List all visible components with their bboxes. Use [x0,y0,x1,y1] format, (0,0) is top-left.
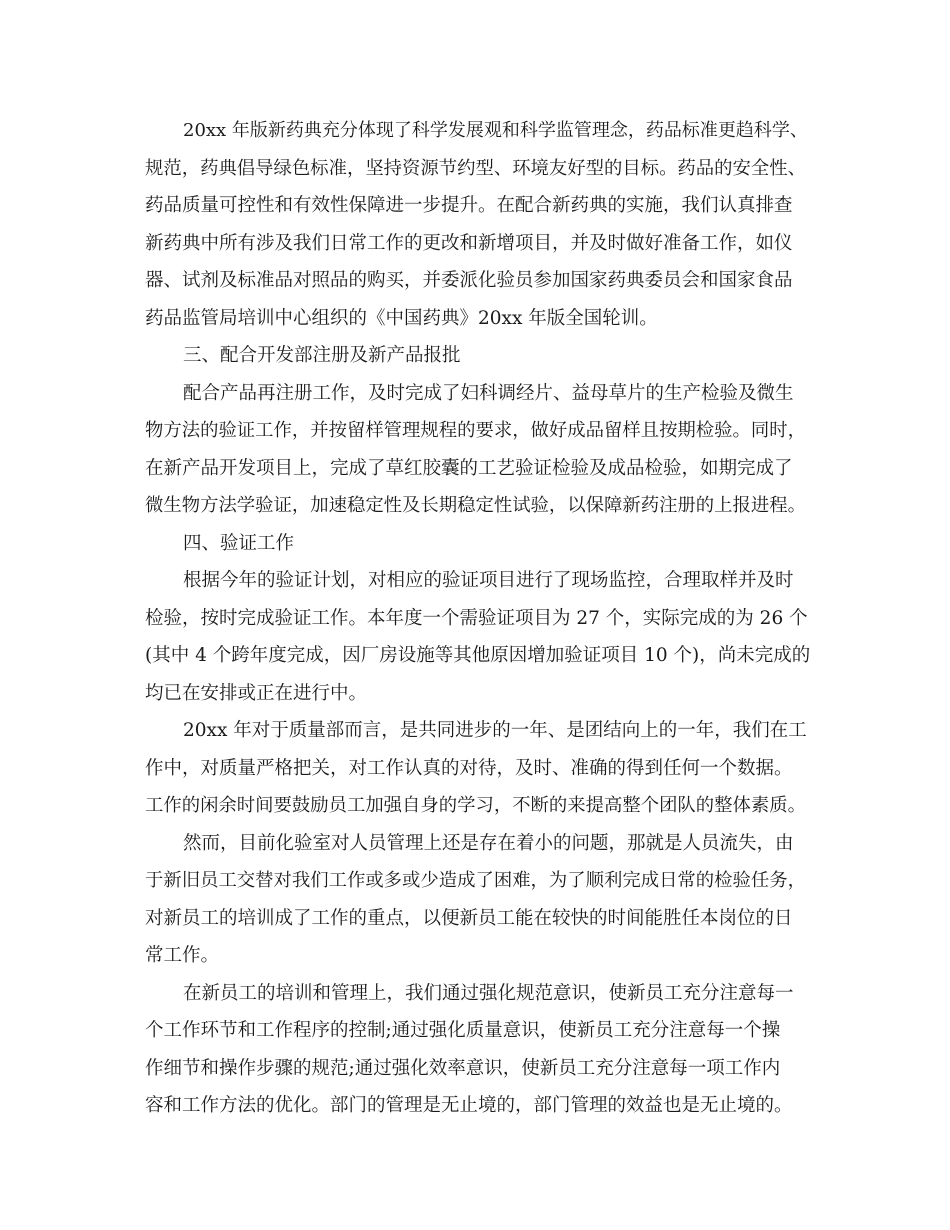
text-line: 规范，药典倡导绿色标准，坚持资源节约型、环境友好型的目标。药品的安全性、 [145,157,806,179]
text-line: 三、配合开发部注册及新产品报批 [183,345,461,366]
text-line: 检验，按时完成验证工作。本年度一个需验证项目为 27 个，实际完成的为 26 个 [145,607,808,629]
text-line: 作中，对质量严格把关，对工作认真的对待，及时、准确的得到任何一个数据。 [145,757,793,779]
text-line: (其中 4 个跨年度完成，因厂房设施等其他原因增加验证项目 10 个)，尚未完成的 [145,645,811,666]
text-line: 然而，目前化验室对人员管理上还是存在着小的问题，那就是人员流失，由 [183,832,794,854]
text-line: 均已在安排或正在进行中。 [145,682,368,704]
text-line: 四、验证工作 [183,532,295,554]
text-line: 微生物方法学验证，加速稳定性及长期稳定性试验，以保障新药注册的上报进程。 [145,495,806,516]
text-line: 个工作环节和工作程序的控制;通过强化质量意识，使新员工充分注意每一个操 [145,1020,781,1041]
text-line: 20xx 年对于质量部而言，是共同进步的一年、是团结向上的一年，我们在工 [183,720,807,741]
text-line: 常工作。 [145,945,220,966]
text-line: 器、试剂及标准品对照品的购买，并委派化验员参加国家药典委员会和国家食品 [145,270,793,291]
text-line: 根据今年的验证计划，对相应的验证项目进行了现场监控，合理取样并及时 [183,570,794,591]
text-line: 在新员工的培训和管理上，我们通过强化规范意识，使新员工充分注意每一 [183,982,794,1004]
text-line: 对新员工的培训成了工作的重点，以便新员工能在较快的时间能胜任本岗位的日 [145,907,793,929]
document-body [145,112,810,1125]
text-line: 20xx 年版新药典充分体现了科学发展观和科学监管理念，药品标准更趋科学、 [183,120,808,141]
text-line: 作细节和操作步骤的规范;通过强化效率意识，使新员工充分注意每一项工作内 [145,1057,781,1079]
text-line: 新药典中所有涉及我们日常工作的更改和新增项目，并及时做好准备工作，如仪 [145,232,793,254]
text-line: 物方法的验证工作，并按留样管理规程的要求，做好成品留样且按期检验。同时， [145,420,806,441]
text-line: 工作的闲余时间要鼓励员工加强自身的学习，不断的来提高整个团队的整体素质。 [145,795,806,816]
text-line: 配合产品再注册工作，及时完成了妇科调经片、益母草片的生产检验及微生 [183,382,794,404]
text-line: 于新旧员工交替对我们工作或多或少造成了困难，为了顺利完成日常的检验任务， [145,870,806,891]
text-line: 在新产品开发项目上，完成了草红胶囊的工艺验证检验及成品检验，如期完成了 [145,457,793,479]
text-line: 药品质量可控性和有效性保障进一步提升。在配合新药典的实施，我们认真排查 [145,195,793,216]
text-line: 容和工作方法的优化。部门的管理是无止境的，部门管理的效益也是无止境的。 [145,1095,793,1116]
text-line: 药品监管局培训中心组织的《中国药典》20xx 年版全国轮训。 [145,307,658,329]
